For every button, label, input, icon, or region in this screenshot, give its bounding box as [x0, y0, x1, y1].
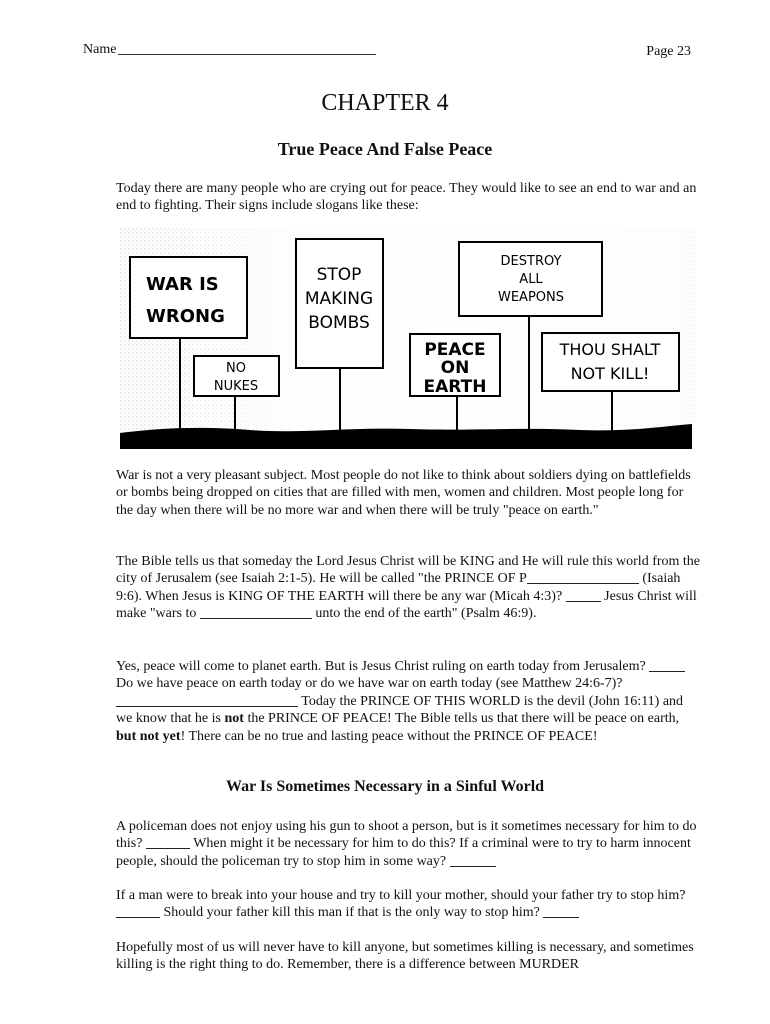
father-paragraph	[116, 887, 701, 922]
blank-father-stop[interactable]	[116, 904, 160, 918]
protest-signs-illustration	[120, 228, 695, 453]
sign-peace-on-earth-line1: PEACE	[424, 340, 486, 360]
policeman-paragraph	[116, 818, 701, 870]
peace-text-g: ! There can be no true and lasting peace without the PRINCE OF PEACE!	[180, 728, 598, 744]
policeman-text-a: A policeman does not enjoy using his gun to shoot a person, but is it sometimes necessary for him to do this?	[116, 819, 697, 852]
sign-war-is-wrong-line2: WRONG	[146, 306, 225, 327]
sign-stop-making-bombs-line2: MAKING	[304, 289, 374, 309]
peace-text-not: not	[224, 711, 244, 727]
bible-king-text-d: unto the end of the earth" (Psalm 46:9).	[315, 606, 537, 622]
murder-paragraph: Hopefully most of us will never have to kill anyone, but sometimes killing is necessary, and sometimes killing is the right thing to do. Remember, there is a difference between MURDER	[116, 940, 694, 973]
bible-king-text-a: The Bible tells us that someday the Lord Jesus Christ will be KING and He will rule this world from the city of Jerusalem (see Isaiah 2:1-5). He will be called "the PRINCE OF P	[116, 554, 701, 587]
sign-no-nukes-line2: NUKES	[213, 379, 259, 394]
policeman-text-b: When might it be necessary for him to do this? If a criminal were to try to harm innocent people, should the policeman try to stop him in some way?	[116, 836, 691, 869]
war-paragraph: War is not a very pleasant subject. Most people do not like to think about soldiers dying on battlefields or bombs being dropped on cities that are filled with men, women and children. Most people long for the day when there will be no more war and when there will be truly "peace on earth."	[116, 468, 691, 518]
blank-ruling-today[interactable]	[649, 658, 685, 672]
sign-thou-shalt-not-kill-line1: THOU SHALT	[559, 340, 661, 359]
peace-text-a: Yes, peace will come to planet earth. But is Jesus Christ ruling on earth today from Jerusalem?	[116, 659, 646, 674]
sign-destroy-all-weapons-line2: ALL	[519, 272, 543, 287]
chapter-title: CHAPTER 4	[321, 90, 449, 116]
peace-text-e: the PRINCE OF PEACE! The Bible tells us that there will be peace on earth,	[247, 711, 680, 727]
section-title: War Is Sometimes Necessary in a Sinful World	[225, 778, 545, 795]
blank-policeman-necessary[interactable]	[146, 835, 190, 849]
blank-wars-to-cease[interactable]	[200, 605, 312, 619]
sign-peace-on-earth-line2: ON	[440, 358, 470, 378]
blank-any-war[interactable]	[566, 588, 601, 602]
peace-text-c: Today the PRINCE OF THIS WORLD is the devil (John 16:11) and we know that he is	[116, 693, 684, 727]
intro-paragraph: Today there are many people who are crying out for peace. They would like to see an end to war and an end to fighting. Their signs include slogans like these:	[116, 181, 697, 214]
peace-not-yet-paragraph	[116, 658, 701, 745]
name-blank[interactable]	[118, 40, 376, 55]
page-number: Page 23	[646, 44, 691, 59]
peace-text-not-yet: but not yet	[116, 728, 181, 744]
sign-destroy-all-weapons-line3: WEAPONS	[497, 290, 565, 305]
sign-destroy-all-weapons-line1: DESTROY	[500, 254, 562, 269]
bible-king-paragraph	[116, 553, 701, 623]
name-label: Name	[83, 42, 117, 57]
sign-thou-shalt-not-kill-line2: NOT KILL!	[570, 364, 650, 383]
sign-stop-making-bombs-line1: STOP	[316, 265, 362, 285]
father-text-a: If a man were to break into your house and try to kill your mother, should your father try to stop him?	[116, 888, 686, 903]
blank-father-kill[interactable]	[543, 904, 579, 918]
peace-text-b: Do we have peace on earth today or do we have war on earth today (see Matthew 24:6-7)?	[116, 676, 623, 692]
bible-king-text-c: Jesus Christ will make "wars to	[116, 588, 697, 622]
name-field-label	[83, 40, 376, 58]
father-text-b: Should your father kill this man if that is the only way to stop him?	[163, 905, 540, 921]
bible-king-text-b: (Isaiah 9:6). When Jesus is KING OF THE EARTH will there be any war (Micah 4:3)?	[116, 571, 681, 604]
blank-policeman-stop[interactable]	[450, 853, 496, 867]
blank-war-or-peace[interactable]	[116, 693, 298, 707]
sign-war-is-wrong-line1: WAR IS	[146, 274, 219, 295]
chapter-subtitle: True Peace And False Peace	[277, 139, 493, 159]
sign-stop-making-bombs-line3: BOMBS	[308, 313, 370, 333]
blank-prince-of-peace[interactable]	[527, 570, 639, 584]
sign-no-nukes-line1: NO	[226, 361, 246, 376]
sign-peace-on-earth-line3: EARTH	[423, 377, 487, 397]
